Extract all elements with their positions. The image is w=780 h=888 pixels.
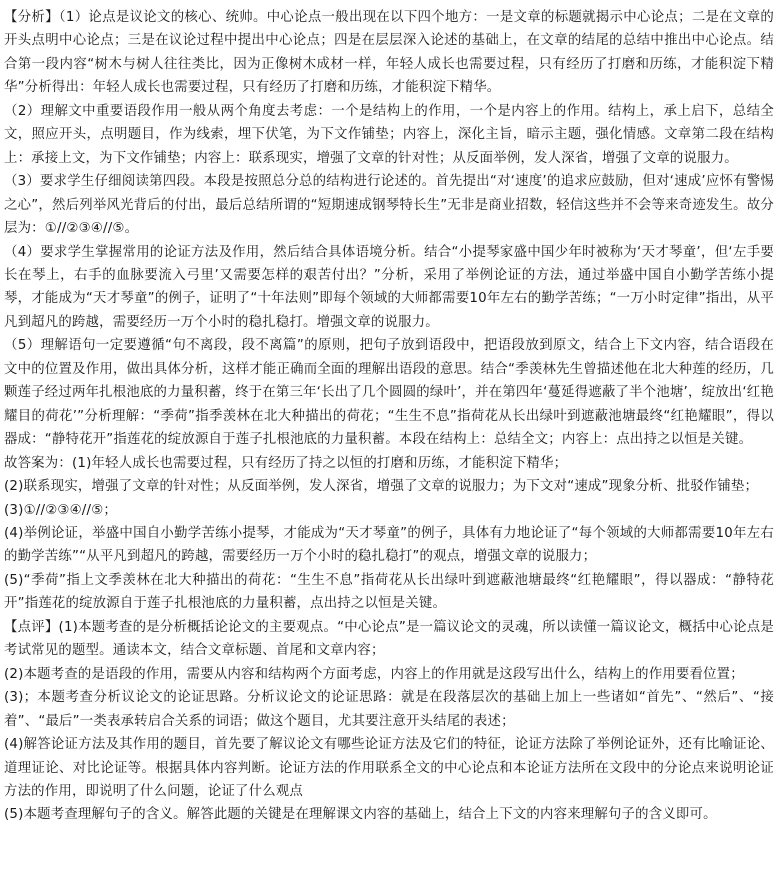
analysis-part-2: （2）理解文中重要语段作用一般从两个角度去考虑：一个是结构上的作用，一个是内容上的作用。结构上，承上启下，总结全文，照应开头，点明题目，作为线索，埋下伏笔，为下文作铺垫；内容上，深化主旨，暗示主题，强化情感。文章第二段在结构上：承接上文，为下文作铺垫；内容上：联系现实，增强了文章的针对性；从反面举例，发人深省，增强了文章的说服力。 [4,103,774,166]
answer-5: (5)“季荷”指上文季羡林在北大种描出的荷花：“生生不息”指荷花从长出绿叶到遮蔽池塘最终“红艳耀眼”，得以器成：“静特花开”指莲花的绽放源自于莲子扎根池底的力量积蓄，点出持之以恒是关键。 [4,572,774,612]
answer-3: (3)①//②③④//⑤； [4,502,118,518]
comment-3: (3)；本题考查分析议论文的论证思路。分析议论文的论证思路：就是在段落层次的基础上加上一些诸如“首先”、“然后”、“接着”、“最后”一类表承转启合关系的词语；做这个题目，尤其要注意开头结尾的表述； [4,690,774,729]
analysis-part-1: 【分析】（1）论点是议论文的核心、统帅。中心论点一般出现在以下四个地方：一是文章的标题就揭示中心论点；二是在文章的开头点明中心论点；三是在议论过程中提出中心论点；四是在层层深入论述的基础上，在文章的结尾的总结中推出中心论点。结合第一段内容“树木与树人往往类比，因为正像树木成材一样，年轻人成长也需要过程，只有经历了打磨和历练，才能积淀下精华”分析得出：年轻人成长也需要过程，只有经历了打磨和历练，才能积淀下精华。 [4,10,774,96]
comment-1: 【点评】(1)本题考查的是分析概括论论文的主要观点。“中心论点”是一篇议论文的灵魂，所以读懂一篇议论文，概括中心论点是考试常见的题型。通读本文，结合文章标题、首尾和文章内容； [4,619,774,659]
answer-1: 故答案为：(1)年轻人成长也需要过程，只有经历了持之以恒的打磨和历练，才能积淀下精华； [4,455,568,471]
analysis-part-3: （3）要求学生仔细阅读第四段。本段是按照总分总的结构进行论述的。首先提出“对‘速度’的追求应鼓励，但对‘速成’应怀有警惕之心”，然后列举风光背后的付出，最后总结所谓的“短期速成钢琴特长生”无非是商业招数，轻信这些并不会等来奇迹发生。故分层为：①//②③④//⑤。 [4,174,774,237]
answer-2: (2)联系现实，增强了文章的针对性；从反面举例，发人深省，增强了文章的说服力；为下文对“速成”现象分析、批驳作铺垫； [4,479,759,495]
comment-5: (5)本题考查理解句子的含义。解答此题的关键是在理解课文内容的基础上，结合上下文的内容来理解句子的含义即可。 [4,807,717,823]
analysis-part-5: （5）理解语句一定要遵循“句不离段，段不离篇”的原则，把句子放到语段中，把语段放到原文，结合上下文内容，结合语段在文中的位置及作用，做出具体分析，这样才能正确而全面的理解出语段的意思。结合“季羡林先生曾描述他在北大种莲的经历，几颗莲子经过两年扎根池底的力量积蓄，终于在第三年‘长出了几个圆圆的绿叶’，并在第四年‘蔓延得遮蔽了半个池塘’，绽放出‘红艳耀目的荷花’”分析理解：“季荷”指季羡林在北大种描出的荷花；“生生不息”指荷花从长出绿叶到遮蔽池塘最终“红艳耀眼”，得以器成：“静特花开”指莲花的绽放源自于莲子扎根池底的力量积蓄。本段在结构上：总结全文；内容上：点出持之以恒是关键。 [4,338,774,448]
comment-2: (2)本题考查的是语段的作用，需要从内容和结构两个方面考虑，内容上的作用就是这段写出什么，结构上的作用要看位置； [4,666,744,682]
comment-4: (4)解答论证方法及其作用的题目，首先要了解议论文有哪些论证方法及它们的特征，论证方法除了举例论证外，还有比喻证论、道理证论、对比论证等。根据具体内容判断。论证方法的作用联系全文的中心论点和本论证方法所在文段中的分论点来说明论证方法的作用，即说明了什么问题，论证了什么观点 [4,737,774,799]
analysis-part-4: （4）要求学生掌握常用的论证方法及作用，然后结合具体语境分析。结合“小提琴家盛中国少年时被称为‘天才琴童’，但‘左手要长在琴上，右手的血脉要流入弓里’又需要怎样的艰苦付出？”分析，采用了举例论证的方法，通过举盛中国自小勤学苦练小提琴，才能成为“天才琴童”的例子，证明了“十年法则”即每个领域的大师都需要10年左右的勤学苦练；“一万小时定律”指出，从平凡到超凡的跨越，需要经历一万个小时的稳扎稳打。增强文章的说服力。 [4,244,774,330]
answer-4: (4)举例论证，举盛中国自小勤学苦练小提琴，才能成为“天才琴童”的例子，具体有力地论证了“每个领域的大师都需要10年左右的勤学苦练”“从平凡到超凡的跨越，需要经历一万个小时的稳扎稳打”的观点，增强文章的说服力； [4,525,774,565]
